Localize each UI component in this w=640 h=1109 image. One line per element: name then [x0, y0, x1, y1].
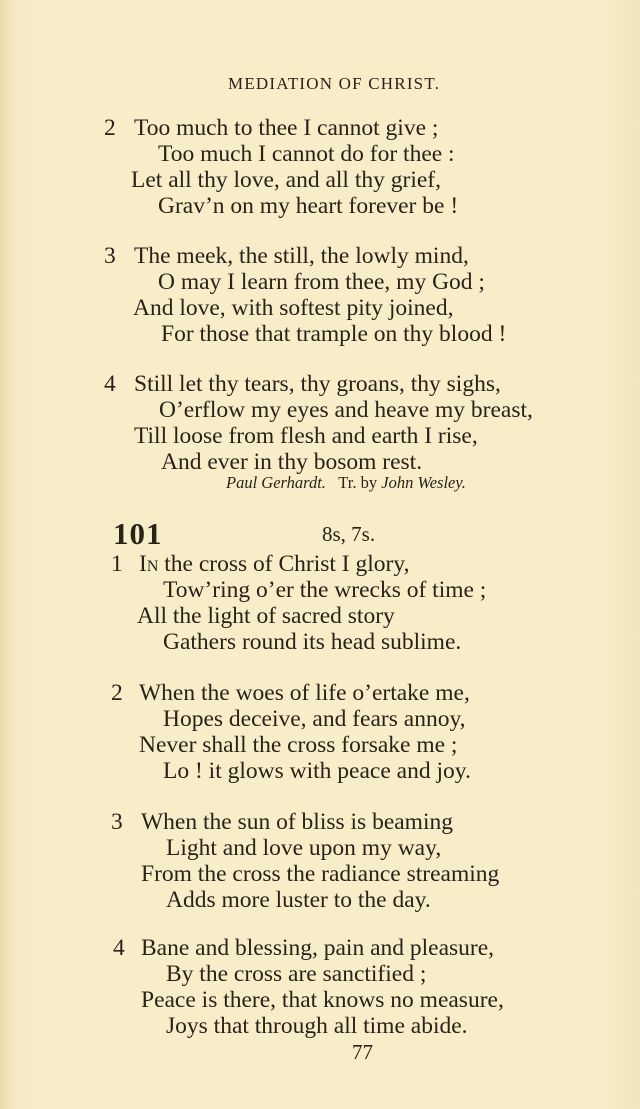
verse-line: O may I learn from thee, my God ;	[158, 269, 485, 295]
first-word: In	[139, 551, 159, 577]
stanza-number: 4	[104, 371, 116, 397]
verse-line-rest: the cross of Christ I glory,	[158, 551, 410, 577]
verse-line: And love, with softest pity joined,	[133, 295, 454, 321]
verse-line: The meek, the still, the lowly mind,	[134, 243, 469, 269]
verse-line: For those that trample on thy blood !	[161, 321, 507, 347]
verse-line: Light and love upon my way,	[166, 835, 442, 861]
verse-line: Peace is there, that knows no measure,	[141, 987, 504, 1013]
verse-line: From the cross the radiance streaming	[141, 861, 500, 887]
verse-line: Lo ! it glows with peace and joy.	[163, 758, 471, 784]
verse-line	[139, 551, 409, 577]
translator-label: Tr. by	[338, 473, 378, 492]
page-number: 77	[352, 1040, 373, 1064]
stanza-number: 4	[113, 935, 125, 961]
verse-line: When the woes of life o’ertake me,	[139, 680, 470, 706]
verse-line: Gathers round its head sublime.	[163, 629, 462, 655]
stanza-number: 2	[111, 680, 123, 706]
stanza-number: 3	[111, 809, 123, 835]
verse-line: Let all thy love, and all thy grief,	[131, 167, 441, 193]
hymn-meter: 8s, 7s.	[322, 522, 376, 546]
verse-line: By the cross are sanctified ;	[166, 961, 427, 987]
hymn-number: 101	[113, 516, 163, 551]
verse-line: When the sun of bliss is beaming	[141, 809, 453, 835]
translator-name: John Wesley.	[381, 473, 466, 492]
hymn-attribution	[226, 473, 466, 493]
verse-line: Hopes deceive, and fears annoy,	[163, 706, 466, 732]
verse-line: Bane and blessing, pain and pleasure,	[141, 935, 495, 961]
author-name: Paul Gerhardt.	[226, 473, 326, 492]
verse-line: Grav’n on my heart forever be !	[158, 193, 459, 219]
verse-line: Too much to thee I cannot give ;	[134, 115, 439, 141]
verse-line: And ever in thy bosom rest.	[161, 449, 423, 475]
stanza-number: 1	[111, 551, 123, 577]
verse-line: All the light of sacred story	[137, 603, 395, 629]
verse-line: Too much I cannot do for thee :	[158, 141, 455, 167]
stanza-number: 3	[104, 243, 116, 269]
stanza-number: 2	[104, 115, 116, 141]
verse-line: Never shall the cross forsake me ;	[139, 732, 458, 758]
verse-line: Still let thy tears, thy groans, thy sighs,	[134, 371, 501, 397]
running-header: MEDIATION OF CHRIST.	[228, 74, 441, 93]
verse-line: Till loose from flesh and earth I rise,	[134, 423, 478, 449]
verse-line: Joys that through all time abide.	[166, 1013, 468, 1039]
verse-line: Adds more luster to the day.	[166, 887, 431, 913]
verse-line: Tow’ring o’er the wrecks of time ;	[163, 577, 487, 603]
verse-line: O’erflow my eyes and heave my breast,	[159, 397, 533, 423]
